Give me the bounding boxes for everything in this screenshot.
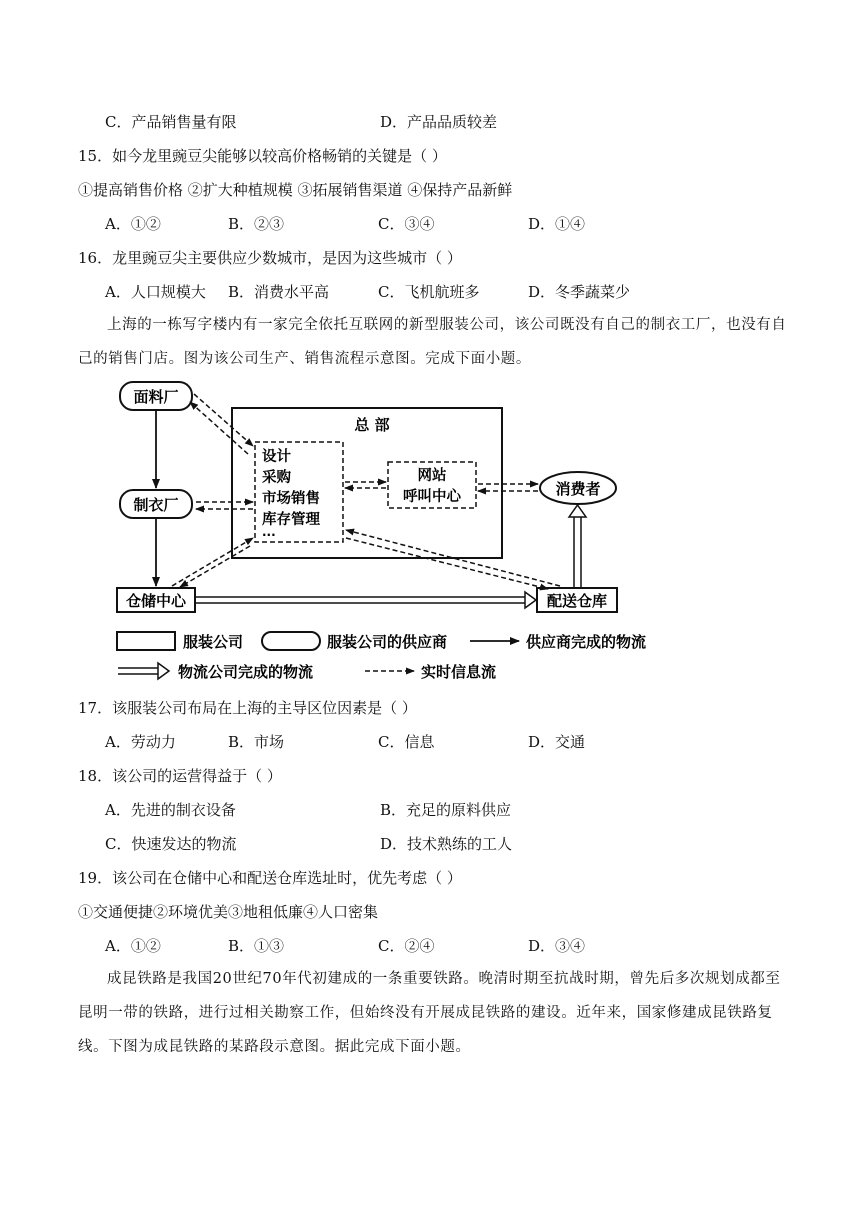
q16-option-b: B．消费水平高 xyxy=(228,283,330,301)
q15-statements: ①提高销售价格 ②扩大种植规模 ③拓展销售渠道 ④保持产品新鲜 xyxy=(78,181,513,199)
info-hq-to-fabric xyxy=(190,402,248,454)
q18-option-a: A．先进的制衣设备 xyxy=(105,801,236,819)
passage-clothing-company: 上海的一栋写字楼内有一家完全依托互联网的新型服装公司，该公司既没有自己的制衣工厂，也没有自己的销售门店。图为该公司生产、销售流程示意图。完成下面小题。 xyxy=(78,317,787,367)
q17-stem: 17．该服装公司布局在上海的主导区位因素是（ ） xyxy=(78,699,417,717)
hq-item-marketing: 市场销售 xyxy=(262,491,320,507)
q16-option-d: D．冬季蔬菜少 xyxy=(528,283,631,301)
q18-option-d: D．技术熟练的工人 xyxy=(380,835,513,853)
q15-stem: 15．如今龙里豌豆尖能够以较高价格畅销的关键是（ ） xyxy=(78,147,447,165)
info-hq-to-storage xyxy=(180,546,250,587)
q17-option-d: D．交通 xyxy=(528,733,586,751)
q18-stem: 18．该公司的运营得益于（ ） xyxy=(78,767,282,785)
q16-option-a: A．人口规模大 xyxy=(105,283,206,301)
q19-option-d: D．③④ xyxy=(528,937,586,955)
hq-item-ellipsis: ··· xyxy=(262,528,276,542)
legend-logistics-company-arrow xyxy=(118,663,169,679)
info-hq-to-warehouse xyxy=(346,538,548,589)
q18-option-c: C．快速发达的物流 xyxy=(105,835,237,853)
q16-option-c: C．飞机航班多 xyxy=(378,283,480,301)
q15-option-a: A．①② xyxy=(105,215,161,233)
legend-supplier-swatch xyxy=(262,632,320,650)
distribution-warehouse-label: 配送仓库 xyxy=(546,592,608,610)
legend-supplier-label: 服装公司的供应商 xyxy=(327,633,448,651)
q14-option-d: D．产品品质较差 xyxy=(380,113,498,131)
garment-factory-label: 制衣厂 xyxy=(133,496,179,514)
q17-option-c: C．信息 xyxy=(378,733,435,751)
info-storage-to-hq xyxy=(172,538,253,586)
passage-chengkun-railway: 成昆铁路是我国20世纪70年代初建成的一条重要铁路。晚清时期至抗战时期，曾先后多次规划成都至昆明一带的铁路，进行过相关勘察工作，但始终没有开展成昆铁路的建设。近年来，国家修建成昆铁路复线。下图为成昆铁路的某路段示意图。据此完成下面小题。 xyxy=(78,971,781,1055)
hq-item-inventory: 库存管理 xyxy=(262,512,320,528)
q14-option-c: C．产品销售量有限 xyxy=(105,113,237,131)
q15-option-b: B．②③ xyxy=(228,215,285,233)
consumer-label: 消费者 xyxy=(555,480,601,498)
call-center-label: 呼叫中心 xyxy=(403,489,461,505)
headquarters-label: 总 部 xyxy=(354,416,390,434)
info-fabric-to-hq xyxy=(194,394,253,446)
legend-logistics-company-label: 物流公司完成的物流 xyxy=(178,663,314,681)
hq-item-design: 设计 xyxy=(262,449,291,465)
q19-option-a: A．①② xyxy=(105,937,161,955)
q15-option-c: C．③④ xyxy=(378,215,435,233)
q17-option-a: A．劳动力 xyxy=(105,733,176,751)
legend-supplier-logistics-label: 供应商完成的物流 xyxy=(526,633,647,651)
legend-company-swatch xyxy=(117,632,175,650)
q18-option-b: B．充足的原料供应 xyxy=(380,801,512,819)
q19-option-b: B．①③ xyxy=(228,937,285,955)
legend-company-label: 服装公司 xyxy=(183,633,244,651)
fabric-factory-label: 面料厂 xyxy=(133,388,179,406)
q19-statements: ①交通便捷②环境优美③地租低廉④人口密集 xyxy=(78,903,379,921)
hq-item-purchase: 采购 xyxy=(262,470,291,486)
q15-option-d: D．①④ xyxy=(528,215,586,233)
supply-chain-diagram xyxy=(0,370,860,690)
warehouse-to-consumer-logistics xyxy=(569,505,586,587)
website-label: 网站 xyxy=(417,468,447,484)
q19-option-c: C．②④ xyxy=(378,937,435,955)
q19-stem: 19．该公司在仓储中心和配送仓库选址时，优先考虑（ ） xyxy=(78,869,462,887)
legend-info-flow-label: 实时信息流 xyxy=(421,663,497,681)
storage-center-label: 仓储中心 xyxy=(125,592,187,610)
q17-option-b: B．市场 xyxy=(228,733,285,751)
q16-stem: 16．龙里豌豆尖主要供应少数城市，是因为这些城市（ ） xyxy=(78,249,462,267)
storage-to-warehouse-logistics xyxy=(195,592,536,608)
